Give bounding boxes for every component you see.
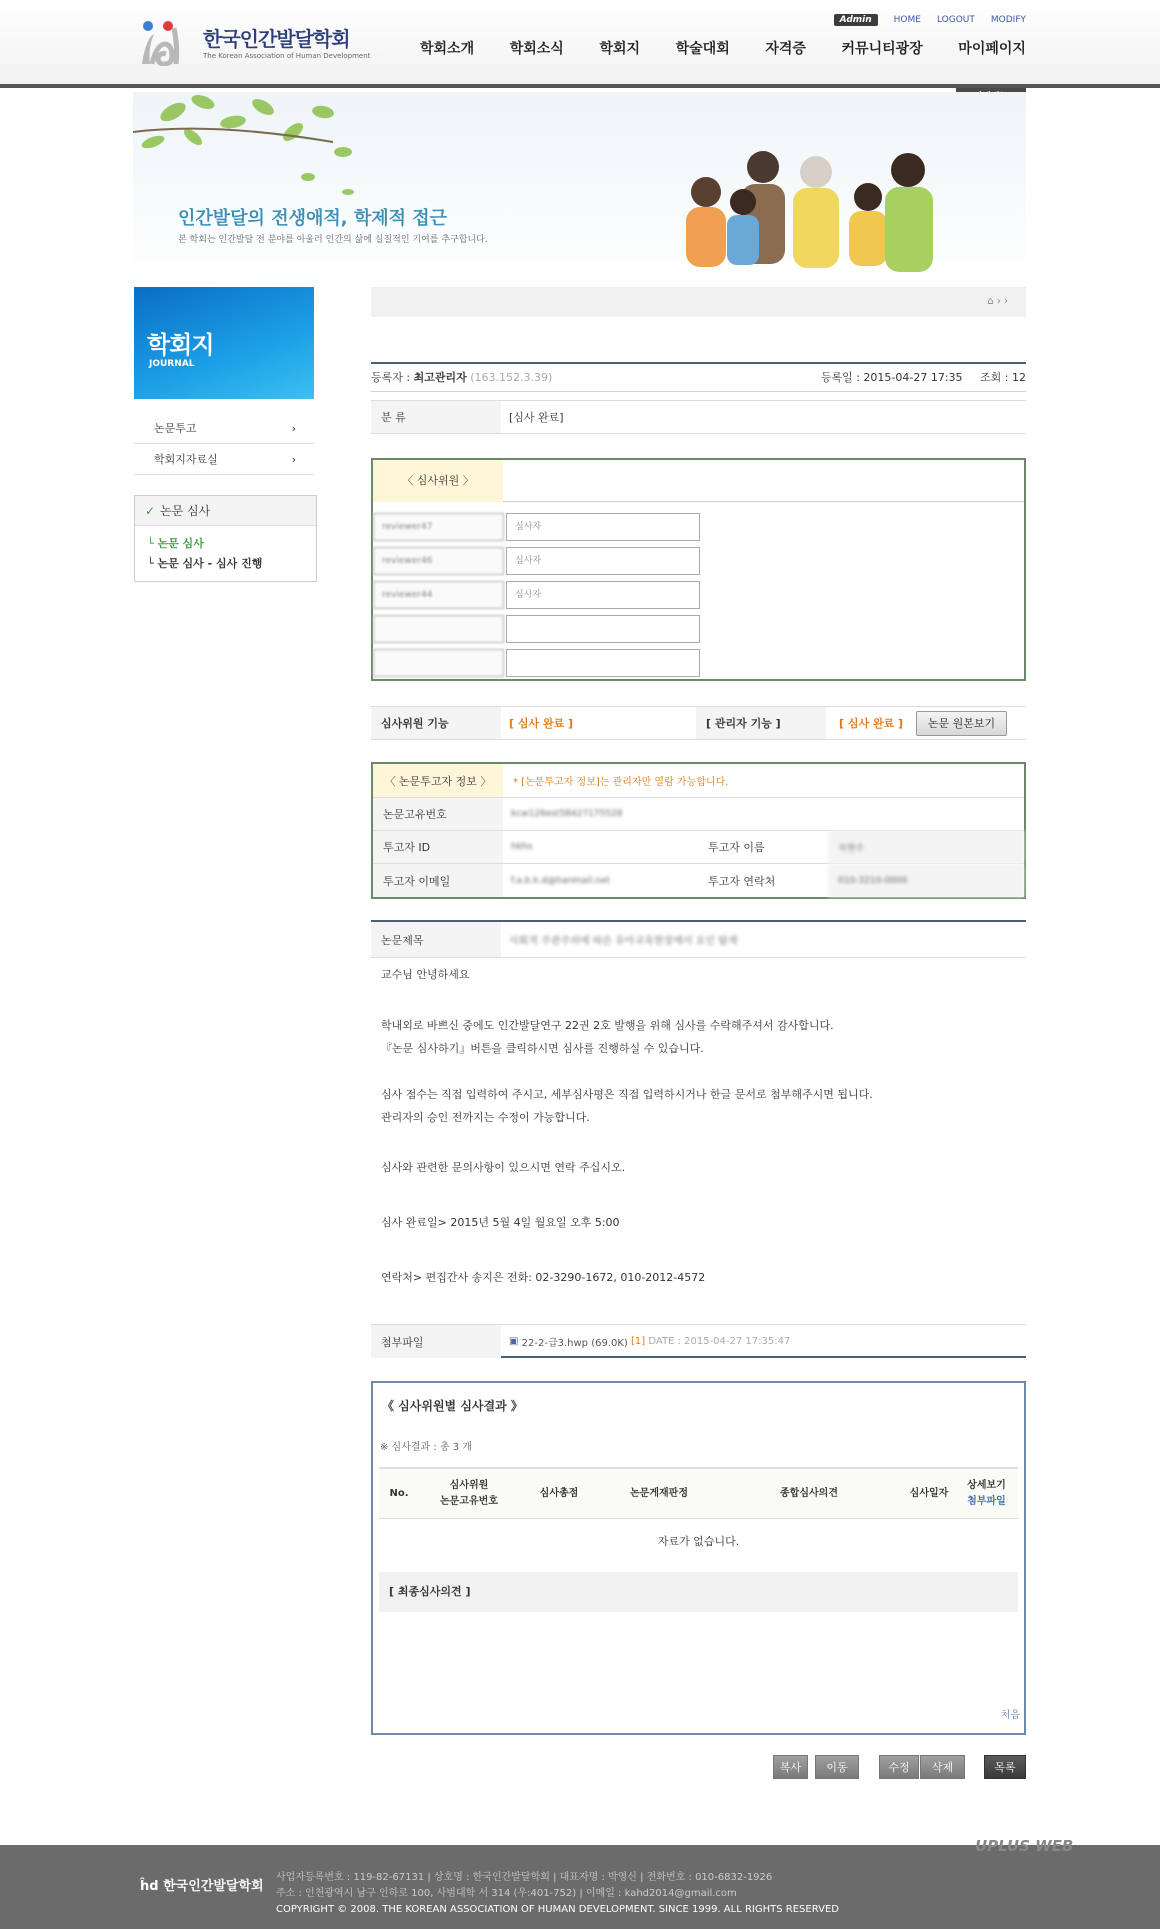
- admin-function-value[interactable]: [ 심사 완료 ]: [839, 717, 904, 730]
- submenu-item-review-progress[interactable]: └ 논문 심사 - 심사 진행: [147, 557, 263, 570]
- body-line: [381, 1242, 1011, 1269]
- empty-message: 자료가 없습니다.: [657, 1535, 740, 1548]
- list-button[interactable]: 목록: [984, 1755, 1026, 1779]
- footer-copyright: COPYRIGHT © 2008. THE KOREAN ASSOCIATION OF HUMAN DEVELOPMENT. SINCE 1999. ALL RIGHTS RESERVED: [276, 1904, 839, 1915]
- top-utility-menu: [834, 14, 1026, 26]
- reviewer-panel: [371, 458, 1026, 681]
- reviewer-row: [373, 547, 700, 575]
- nav-item-mypage[interactable]: 마이페이지: [958, 41, 1026, 57]
- footer-logo-text: 한국인간발달학회: [163, 1879, 264, 1894]
- home-icon[interactable]: ⌂ › ›: [987, 296, 1008, 307]
- reviewer-id: reviewer46: [373, 547, 504, 575]
- check-icon: ✓: [145, 504, 156, 518]
- first-page-link[interactable]: 처음: [1000, 1710, 1020, 1721]
- header: [0, 0, 1160, 88]
- attachment-row: [371, 1324, 1026, 1358]
- author-id-row: [373, 831, 1024, 864]
- body-line: 심사 완료일> 2015년 5월 4일 월요일 오후 5:00: [381, 1216, 620, 1229]
- download-count: [1]: [631, 1336, 646, 1347]
- date-label: 등록일 :: [820, 371, 860, 384]
- col-reviewer: 심사위원: [449, 1480, 489, 1491]
- col-date: 심사일자: [909, 1488, 949, 1499]
- body-line: 『논문 심사하기』버튼을 클릭하시면 심사를 진행하실 수 있습니다.: [381, 1042, 704, 1055]
- admin-button[interactable]: Admin: [834, 14, 878, 26]
- paper-id-value: kcw126est58427175528: [511, 809, 623, 819]
- writer-label: 등록자 :: [371, 371, 411, 384]
- copy-button[interactable]: 복사: [773, 1755, 808, 1779]
- category-label: 분 류: [371, 401, 501, 433]
- reviewer-row: [373, 649, 700, 677]
- reviewer-id[interactable]: [373, 649, 504, 677]
- reviewer-header: 〈 심사위원 〉: [373, 460, 503, 502]
- results-table-header: [379, 1467, 1018, 1519]
- home-link[interactable]: HOME: [893, 15, 921, 25]
- view-count: 12: [1012, 371, 1026, 384]
- footer-logo-icon: ĥd: [140, 1879, 164, 1894]
- function-row: [371, 706, 1026, 740]
- logo-title: 한국인간발달학회: [203, 27, 350, 51]
- logout-link[interactable]: LOGOUT: [936, 15, 975, 25]
- attachment-label: 첨부파일: [371, 1325, 501, 1358]
- logo-mark-icon: [138, 18, 186, 66]
- move-button[interactable]: 이동: [815, 1755, 859, 1779]
- nav-item-conference[interactable]: 학술대회: [675, 41, 730, 57]
- body-line: 학내외로 바쁘신 중에도 인간발달연구 22권 2호 발행을 위해 심사를 수락해주셔서 감사합니다.: [381, 1019, 834, 1032]
- footer-line: 사업자등록번호 : 119-82-67131 | 상호명 : 한국인간발달학회 | 대표자명 : 박영신 | 전화번호 : 010-6832-1926: [276, 1872, 773, 1883]
- nav-item-certificate[interactable]: 자격증: [765, 41, 806, 57]
- results-title: 《 심사위원별 심사결과 》: [382, 1399, 523, 1413]
- col-attach: 첨부파일: [967, 1496, 1006, 1507]
- email-value: f.a.b.k.d@hanmail.net: [511, 875, 610, 886]
- footer-line: 주소 : 인천광역시 남구 인하로 100, 사범대학 서 314 (우:401-752) | 이메일 : kahd2014@gmail.com: [276, 1888, 737, 1899]
- reviewer-id[interactable]: [373, 615, 504, 643]
- footer-info: [276, 1870, 839, 1918]
- reviewer-status: 심사자: [506, 581, 700, 609]
- body-line: 관리자의 승인 전까지는 수정이 가능합니다.: [381, 1111, 590, 1124]
- footer-logo: [140, 1875, 264, 1894]
- views-label: 조회 :: [980, 371, 1009, 384]
- nav-item-community[interactable]: 커뮤니티광장: [841, 41, 923, 57]
- post-meta: [371, 362, 1026, 392]
- sidebar-item-archive[interactable]: [134, 444, 314, 475]
- chevron-right-icon: ›: [291, 422, 296, 435]
- author-header-row: [373, 764, 1024, 798]
- submenu-header-label: 논문 심사: [160, 504, 211, 518]
- category-row: [371, 400, 1026, 434]
- body-line: 연락처> 편집간사 송지은 전화: 02-3290-1672, 010-2012-4572: [381, 1271, 706, 1284]
- author-info-panel: [371, 762, 1026, 899]
- paper-id-label: 논문고유번호: [373, 798, 503, 830]
- reviewer-id: reviewer44: [373, 581, 504, 609]
- body-line: [381, 1132, 1011, 1159]
- hero-banner: [133, 92, 1026, 287]
- phone-label: 투고자 연락처: [698, 864, 828, 897]
- breadcrumb: [371, 287, 1026, 317]
- submenu-item-review[interactable]: └ 논문 심사: [147, 537, 204, 550]
- modify-link[interactable]: MODIFY: [990, 15, 1026, 25]
- final-opinion-header: [ 최종심사의견 ]: [379, 1572, 1018, 1612]
- body-line: [381, 1058, 1011, 1086]
- banner-illustration: [133, 92, 1026, 287]
- nav-item-journal[interactable]: 학회지: [599, 41, 641, 57]
- main-navigation: [420, 38, 1026, 58]
- writer-name: 최고관리자: [413, 371, 467, 384]
- banner-subtext: 본 학회는 인간발달 전 분야를 아울러 인간의 삶에 실질적인 기여를 추구합니다.: [178, 235, 488, 245]
- submenu-header[interactable]: [135, 496, 316, 526]
- results-count: ※ 심사결과 : 총 3 개: [380, 1442, 472, 1453]
- email-label: 투고자 이메일: [373, 864, 503, 897]
- reviewer-row: [373, 581, 700, 609]
- author-name-value: 차현주: [828, 831, 1024, 863]
- edit-button[interactable]: 수정: [879, 1755, 919, 1779]
- sidebar-title-box: [134, 287, 314, 399]
- phone-value: 010-3210-0000: [828, 864, 1024, 897]
- banner-slogan: 인간발달의 전생애적, 학제적 접근: [178, 208, 448, 229]
- reviewer-id: reviewer47: [373, 513, 504, 541]
- reviewer-function-value[interactable]: [ 심사 완료 ]: [509, 717, 574, 730]
- paper-section: [371, 920, 1026, 1358]
- author-header: 〈 논문투고자 정보 〉: [373, 764, 503, 797]
- user-id-label: 투고자 ID: [373, 831, 503, 863]
- col-detail: 상세보기: [967, 1480, 1006, 1491]
- paper-title-row: [371, 922, 1026, 958]
- reviewer-row: [373, 615, 700, 643]
- nav-item-about[interactable]: 학회소개: [420, 41, 475, 57]
- reviewer-row: [373, 513, 700, 541]
- attachment-link[interactable]: 22-2-급3.hwp (69.0K): [521, 1338, 628, 1349]
- logo-subtitle: The Korean Association of Human Development: [203, 52, 371, 60]
- admin-function-label: [ 관리자 기능 ]: [696, 707, 826, 739]
- sidebar-submenu: [134, 495, 317, 582]
- col-paper-id: 논문고유번호: [440, 1496, 498, 1507]
- nav-item-news[interactable]: 학회소식: [509, 41, 564, 57]
- view-original-button[interactable]: 논문 원본보기: [916, 711, 1007, 736]
- author-name-label: 투고자 이름: [698, 831, 828, 863]
- chevron-right-icon: ›: [291, 453, 296, 466]
- paper-title-value: 사회적 주관주의에 따른 유아교육현장에서 요인 탐색: [509, 936, 738, 947]
- sidebar-item-label: 논문투고: [154, 422, 197, 435]
- site-logo[interactable]: [138, 18, 371, 66]
- review-results-panel: [371, 1381, 1026, 1735]
- col-no: No.: [389, 1488, 409, 1499]
- body-line: 심사와 관련한 문의사항이 있으시면 연락 주십시오.: [381, 1161, 626, 1174]
- delete-button[interactable]: 삭제: [920, 1755, 965, 1779]
- body-line: 교수님 안녕하세요: [381, 968, 470, 981]
- user-id-value: hkhs: [511, 842, 533, 852]
- sidebar-title-en: JOURNAL: [149, 359, 195, 369]
- sidebar-title: 학회지: [147, 331, 214, 359]
- paper-title-label: 논문제목: [371, 922, 501, 957]
- body-line: [381, 984, 1011, 1012]
- body-line: [381, 1187, 1011, 1214]
- author-contact-row: [373, 864, 1024, 897]
- reviewer-status[interactable]: [506, 615, 700, 643]
- paper-id-row: [373, 798, 1024, 831]
- post-date: 2015-04-27 17:35: [863, 371, 963, 384]
- uplus-watermark: UPLUS WEB: [975, 1837, 1074, 1855]
- sidebar-item-label: 학회지자료실: [154, 453, 218, 466]
- reviewer-function-label: 심사위원 기능: [371, 707, 501, 739]
- reviewer-status[interactable]: [506, 649, 700, 677]
- author-notice: * [논문투고자 정보]는 관리자만 열람 가능합니다.: [513, 777, 729, 788]
- col-opinion: 종합심사의견: [780, 1488, 838, 1499]
- file-icon: ▣: [509, 1336, 519, 1347]
- category-value: [심사 완료]: [509, 411, 564, 424]
- reviewer-status: 심사자: [506, 547, 700, 575]
- sidebar-item-submission[interactable]: [134, 413, 314, 444]
- footer: [0, 1837, 1160, 1929]
- writer-ip: (163.152.3.39): [470, 371, 553, 384]
- body-line: 심사 점수는 직접 입력하여 주시고, 세부심사평은 직접 입력하시거나 한글 문서로 첨부해주시면 됩니다.: [381, 1088, 873, 1101]
- reviewer-status: 심사자: [506, 513, 700, 541]
- col-score: 심사총점: [539, 1488, 579, 1499]
- attachment-date: DATE : 2015-04-27 17:35:47: [648, 1336, 791, 1347]
- col-decision: 논문게재판정: [630, 1488, 688, 1499]
- paper-body: [381, 966, 1011, 1287]
